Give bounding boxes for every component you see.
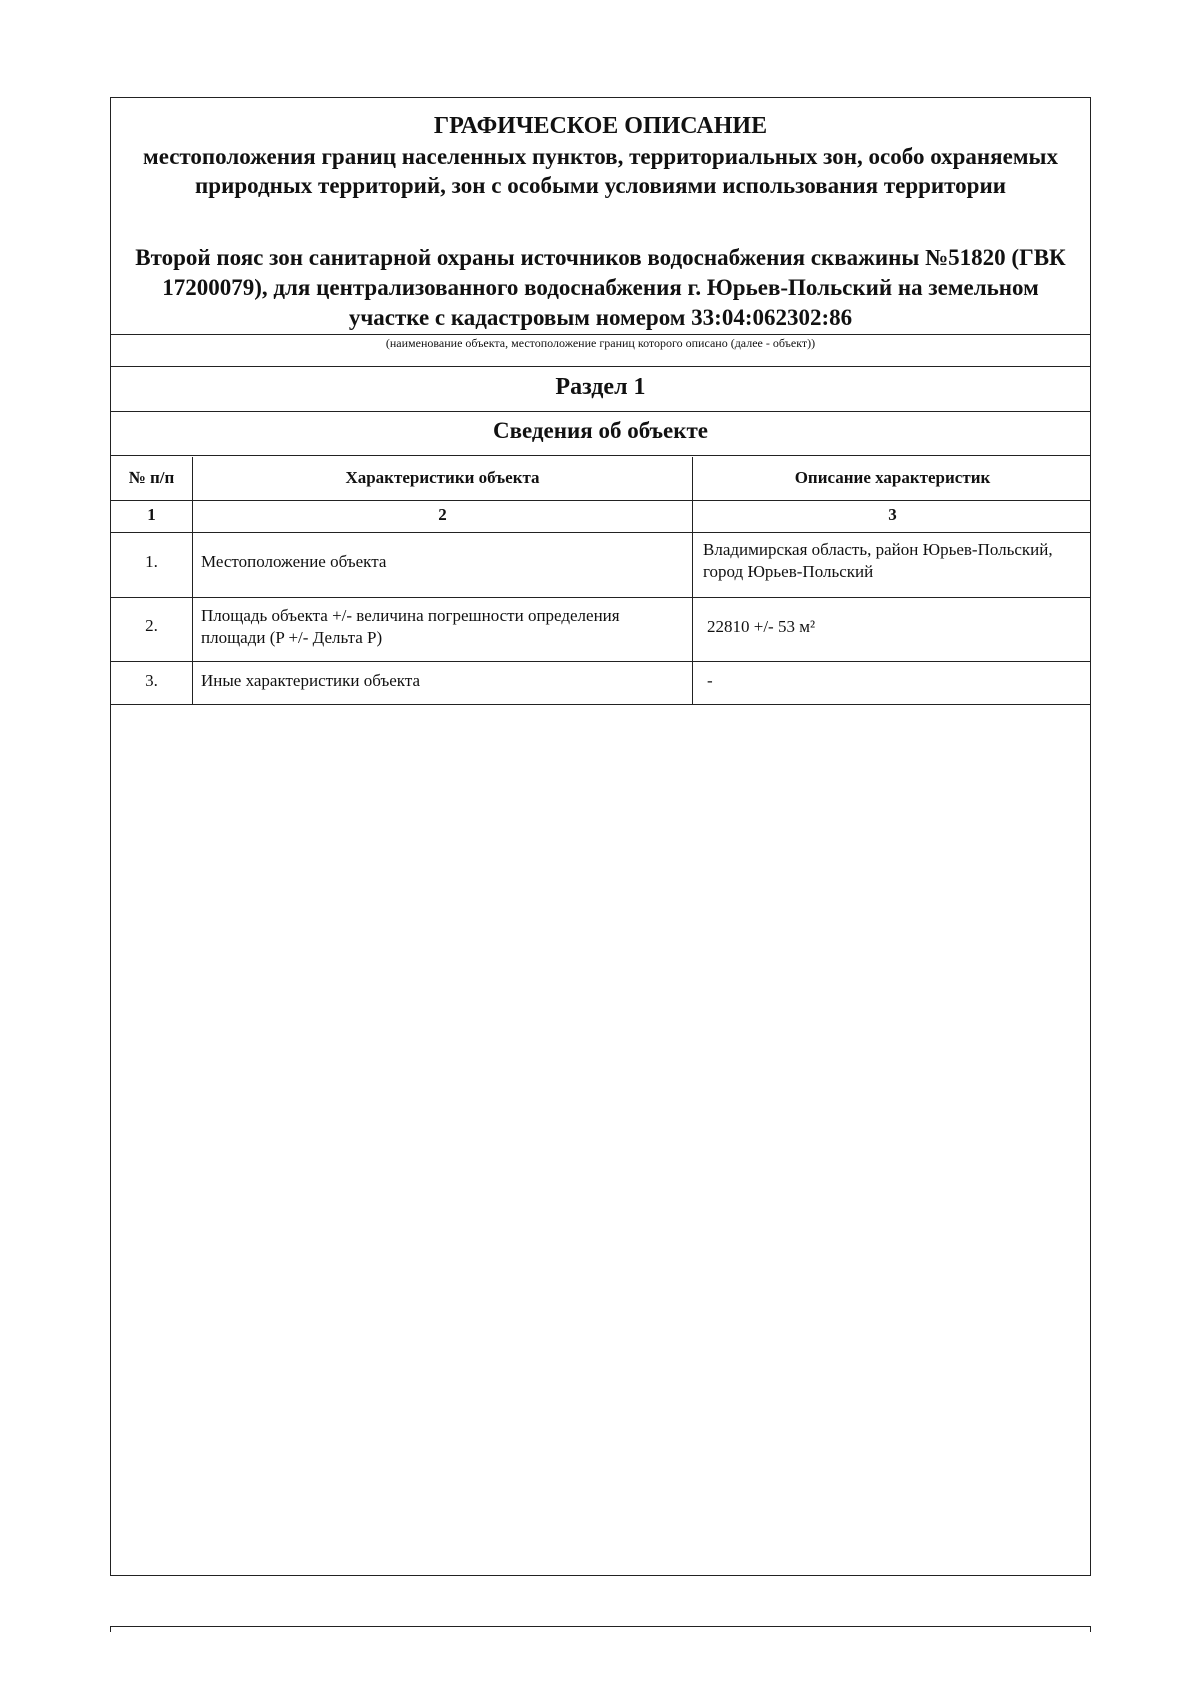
divider <box>111 366 1090 367</box>
table-row-number: 3. <box>145 671 158 690</box>
table-column-number: 3 <box>888 505 897 524</box>
table-header-cell: Характеристики объекта <box>345 468 540 487</box>
object-name: Второй пояс зон санитарной охраны источников водоснабжения скважины №51820 (ГВК 17200079), для централизованного водоснабжения г. Юрьев-Польский на земельном участке с кадастровым номером 33:04:062302:86 <box>135 245 1066 330</box>
table-row-characteristic: Иные характеристики объекта <box>201 671 421 690</box>
object-caption: (наименование объекта, местоположение границ которого описано (далее - объект)) <box>385 336 816 350</box>
table-column-number: 1 <box>147 505 156 524</box>
table-header-cell: Описание характеристик <box>794 468 991 487</box>
divider <box>111 661 1090 662</box>
table-column-divider <box>192 457 193 705</box>
table-header-cell: № п/п <box>128 468 175 487</box>
section-title: Сведения об объекте <box>492 418 709 443</box>
bottom-frame-edge <box>110 1626 1091 1627</box>
table-row-description: Владимирская область, район Юрьев-Польский, город Юрьев-Польский <box>703 540 1053 581</box>
divider <box>111 455 1090 456</box>
title-block <box>111 98 1090 334</box>
divider <box>111 597 1090 598</box>
table-row-number: 1. <box>145 552 158 571</box>
table-row-description: - <box>707 671 713 690</box>
table-row-number: 2. <box>145 616 158 635</box>
divider <box>111 704 1090 705</box>
table-column-divider <box>692 457 693 705</box>
document-frame <box>110 97 1091 1576</box>
document-title: ГРАФИЧЕСКОЕ ОПИСАНИЕ <box>433 113 768 139</box>
table-column-number: 2 <box>438 505 447 524</box>
bottom-frame-tick <box>110 1626 111 1632</box>
table-row-description: 22810 +/- 53 м² <box>707 617 816 636</box>
document-subtitle: местоположения границ населенных пунктов, территориальных зон, особо охраняемых природных территорий, зон с особыми условиями использования территории <box>143 144 1058 198</box>
bottom-frame-tick <box>1090 1626 1091 1632</box>
divider <box>111 500 1090 501</box>
divider <box>111 411 1090 412</box>
table-row-characteristic: Местоположение объекта <box>201 552 387 571</box>
divider <box>111 532 1090 533</box>
section-number: Раздел 1 <box>555 374 646 400</box>
table-row-characteristic: Площадь объекта +/- величина погрешности определения площади (P +/- Дельта P) <box>201 606 620 647</box>
divider <box>111 334 1090 335</box>
